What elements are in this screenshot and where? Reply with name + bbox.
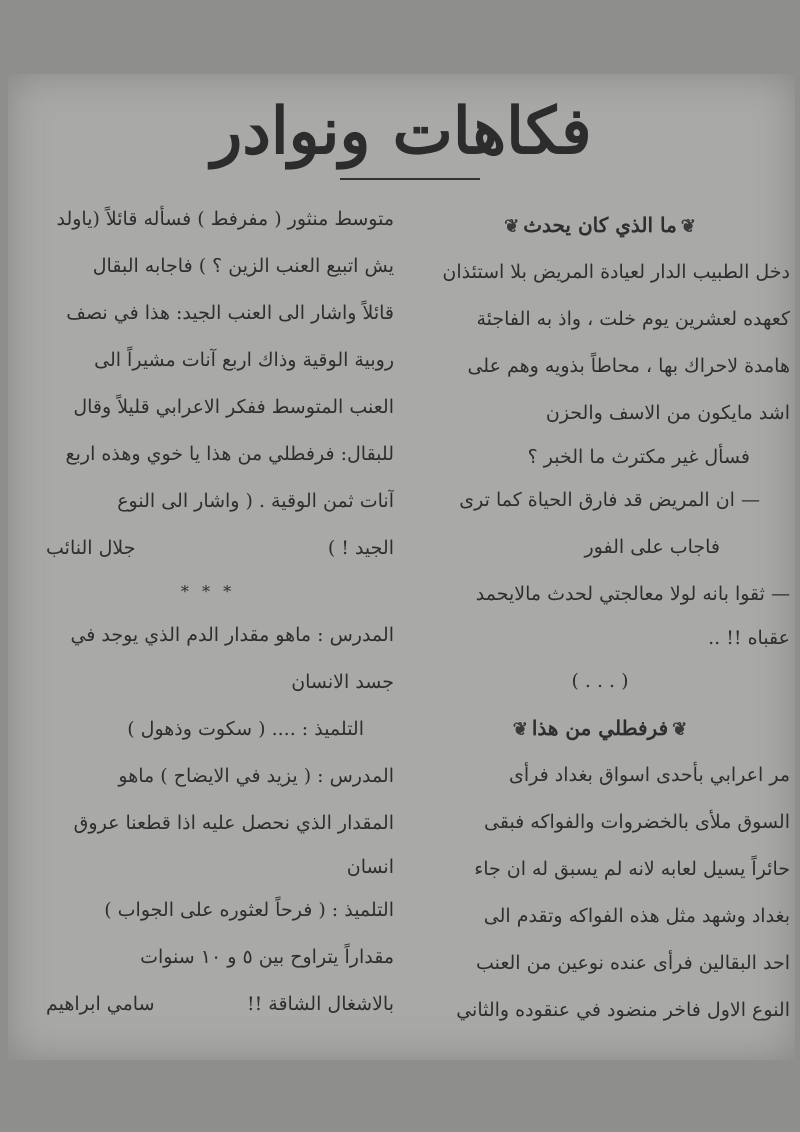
- paragraph-line: حائراً يسيل لعابه لانه لم يسبق له ان جاء: [474, 858, 790, 880]
- title-underline: [340, 178, 480, 180]
- page-title: فكاهات ونوادر: [211, 94, 592, 169]
- dialogue-line: المدرس : ( يزيد في الايضاح ) ماهو: [118, 765, 394, 787]
- paragraph-line: السوق ملأى بالخضروات والفواكه فبقى: [484, 811, 790, 833]
- ornament-icon: ❦: [504, 216, 520, 237]
- paragraph-line: احد البقالين فرأى عنده نوعين من العنب: [475, 952, 790, 974]
- dialogue-line: جسد الانسان: [291, 671, 394, 693]
- signature-row: [22, 981, 394, 1028]
- author-signature: سامي ابراهيم: [46, 993, 155, 1015]
- ellipsis-divider: ( . . . ): [571, 670, 629, 692]
- answered-line: فاجاب على الفور: [584, 536, 720, 558]
- dialogue-line: المدرس : ماهو مقدار الدم الذي يوجد في: [70, 624, 394, 646]
- section-heading-farfatli: [410, 705, 790, 752]
- left-column: [22, 196, 394, 1028]
- ornament-icon: ❦: [672, 719, 688, 740]
- paragraph-line: دخل الطبيب الدار لعيادة المريض بلا استئذان: [442, 261, 790, 283]
- last-line: الجيد ! ): [327, 537, 394, 559]
- heading-text: ما الذي كان يحدث: [523, 213, 677, 237]
- paragraph-line: كعهده لعشرين يوم خلت ، واذ به الفاجئة: [476, 308, 790, 330]
- dialogue-line: التلميذ : .... ( سكوت وذهول ): [127, 718, 364, 740]
- right-column: [410, 202, 790, 1034]
- section-heading-what-would-happen: [410, 202, 790, 249]
- final-line: بالاشغال الشاقة !!: [246, 993, 394, 1015]
- paragraph-line: آنات ثمن الوقية . ( واشار الى النوع: [117, 490, 394, 512]
- paragraph-line: بغداد وشهد مثل هذه الفواكه وتقدم الى: [483, 905, 790, 927]
- paragraph-line: يش اتبيع العنب الزين ؟ ) فاجابه البقال: [92, 255, 394, 277]
- signature-row: [22, 525, 394, 572]
- ornament-icon: ❦: [680, 216, 696, 237]
- paragraph-line: اشد مايكون من الاسف والحزن: [545, 402, 790, 424]
- reply-line: — ان المريض قد فارق الحياة كما ترى: [459, 489, 760, 511]
- magazine-page: [8, 74, 795, 1060]
- answer-line: — ثقوا بانه لولا معالجتي لحدث مالايحمد: [475, 583, 790, 605]
- ornament-icon: ❦: [512, 719, 528, 740]
- paragraph-line: العنب المتوسط ففكر الاعرابي قليلاً وقال: [73, 396, 394, 418]
- paragraph-line: متوسط منثور ( مفرفط ) فسأله قائلاً (ياولد: [56, 208, 394, 230]
- dialogue-line: مقداراً يتراوح بين ٥ و ١٠ سنوات: [140, 946, 394, 968]
- paragraph-line: قائلاً واشار الى العنب الجيد: هذا في نصف: [66, 302, 394, 324]
- dialogue-line: التلميذ : ( فرحاً لعثوره على الجواب ): [104, 899, 394, 921]
- paragraph-line: للبقال: فرفطلي من هذا يا خوي وهذه اربع: [65, 443, 394, 465]
- paragraph-line: النوع الاول فاخر منضود في عنقوده والثاني: [456, 999, 790, 1021]
- dialogue-line: انسان: [346, 856, 394, 878]
- dialogue-line: المقدار الذي نحصل عليه اذا قطعنا عروق: [73, 812, 394, 834]
- heading-text: فرفطلي من هذا: [531, 716, 669, 740]
- section-divider: * * *: [180, 582, 236, 601]
- paragraph-line: روبية الوقية وذاك اربع آنات مشيراً الى: [94, 349, 394, 371]
- answer-line: عقباه !! ..: [708, 627, 790, 649]
- paragraph-line: مر اعرابي بأحدى اسواق بغداد فرأى: [509, 764, 790, 786]
- author-signature: جلال النائب: [46, 537, 136, 559]
- question-line: فسأل غير مكترث ما الخبر ؟: [527, 446, 750, 468]
- paragraph-line: هامدة لاحراك بها ، محاطاً بذويه وهم على: [467, 355, 790, 377]
